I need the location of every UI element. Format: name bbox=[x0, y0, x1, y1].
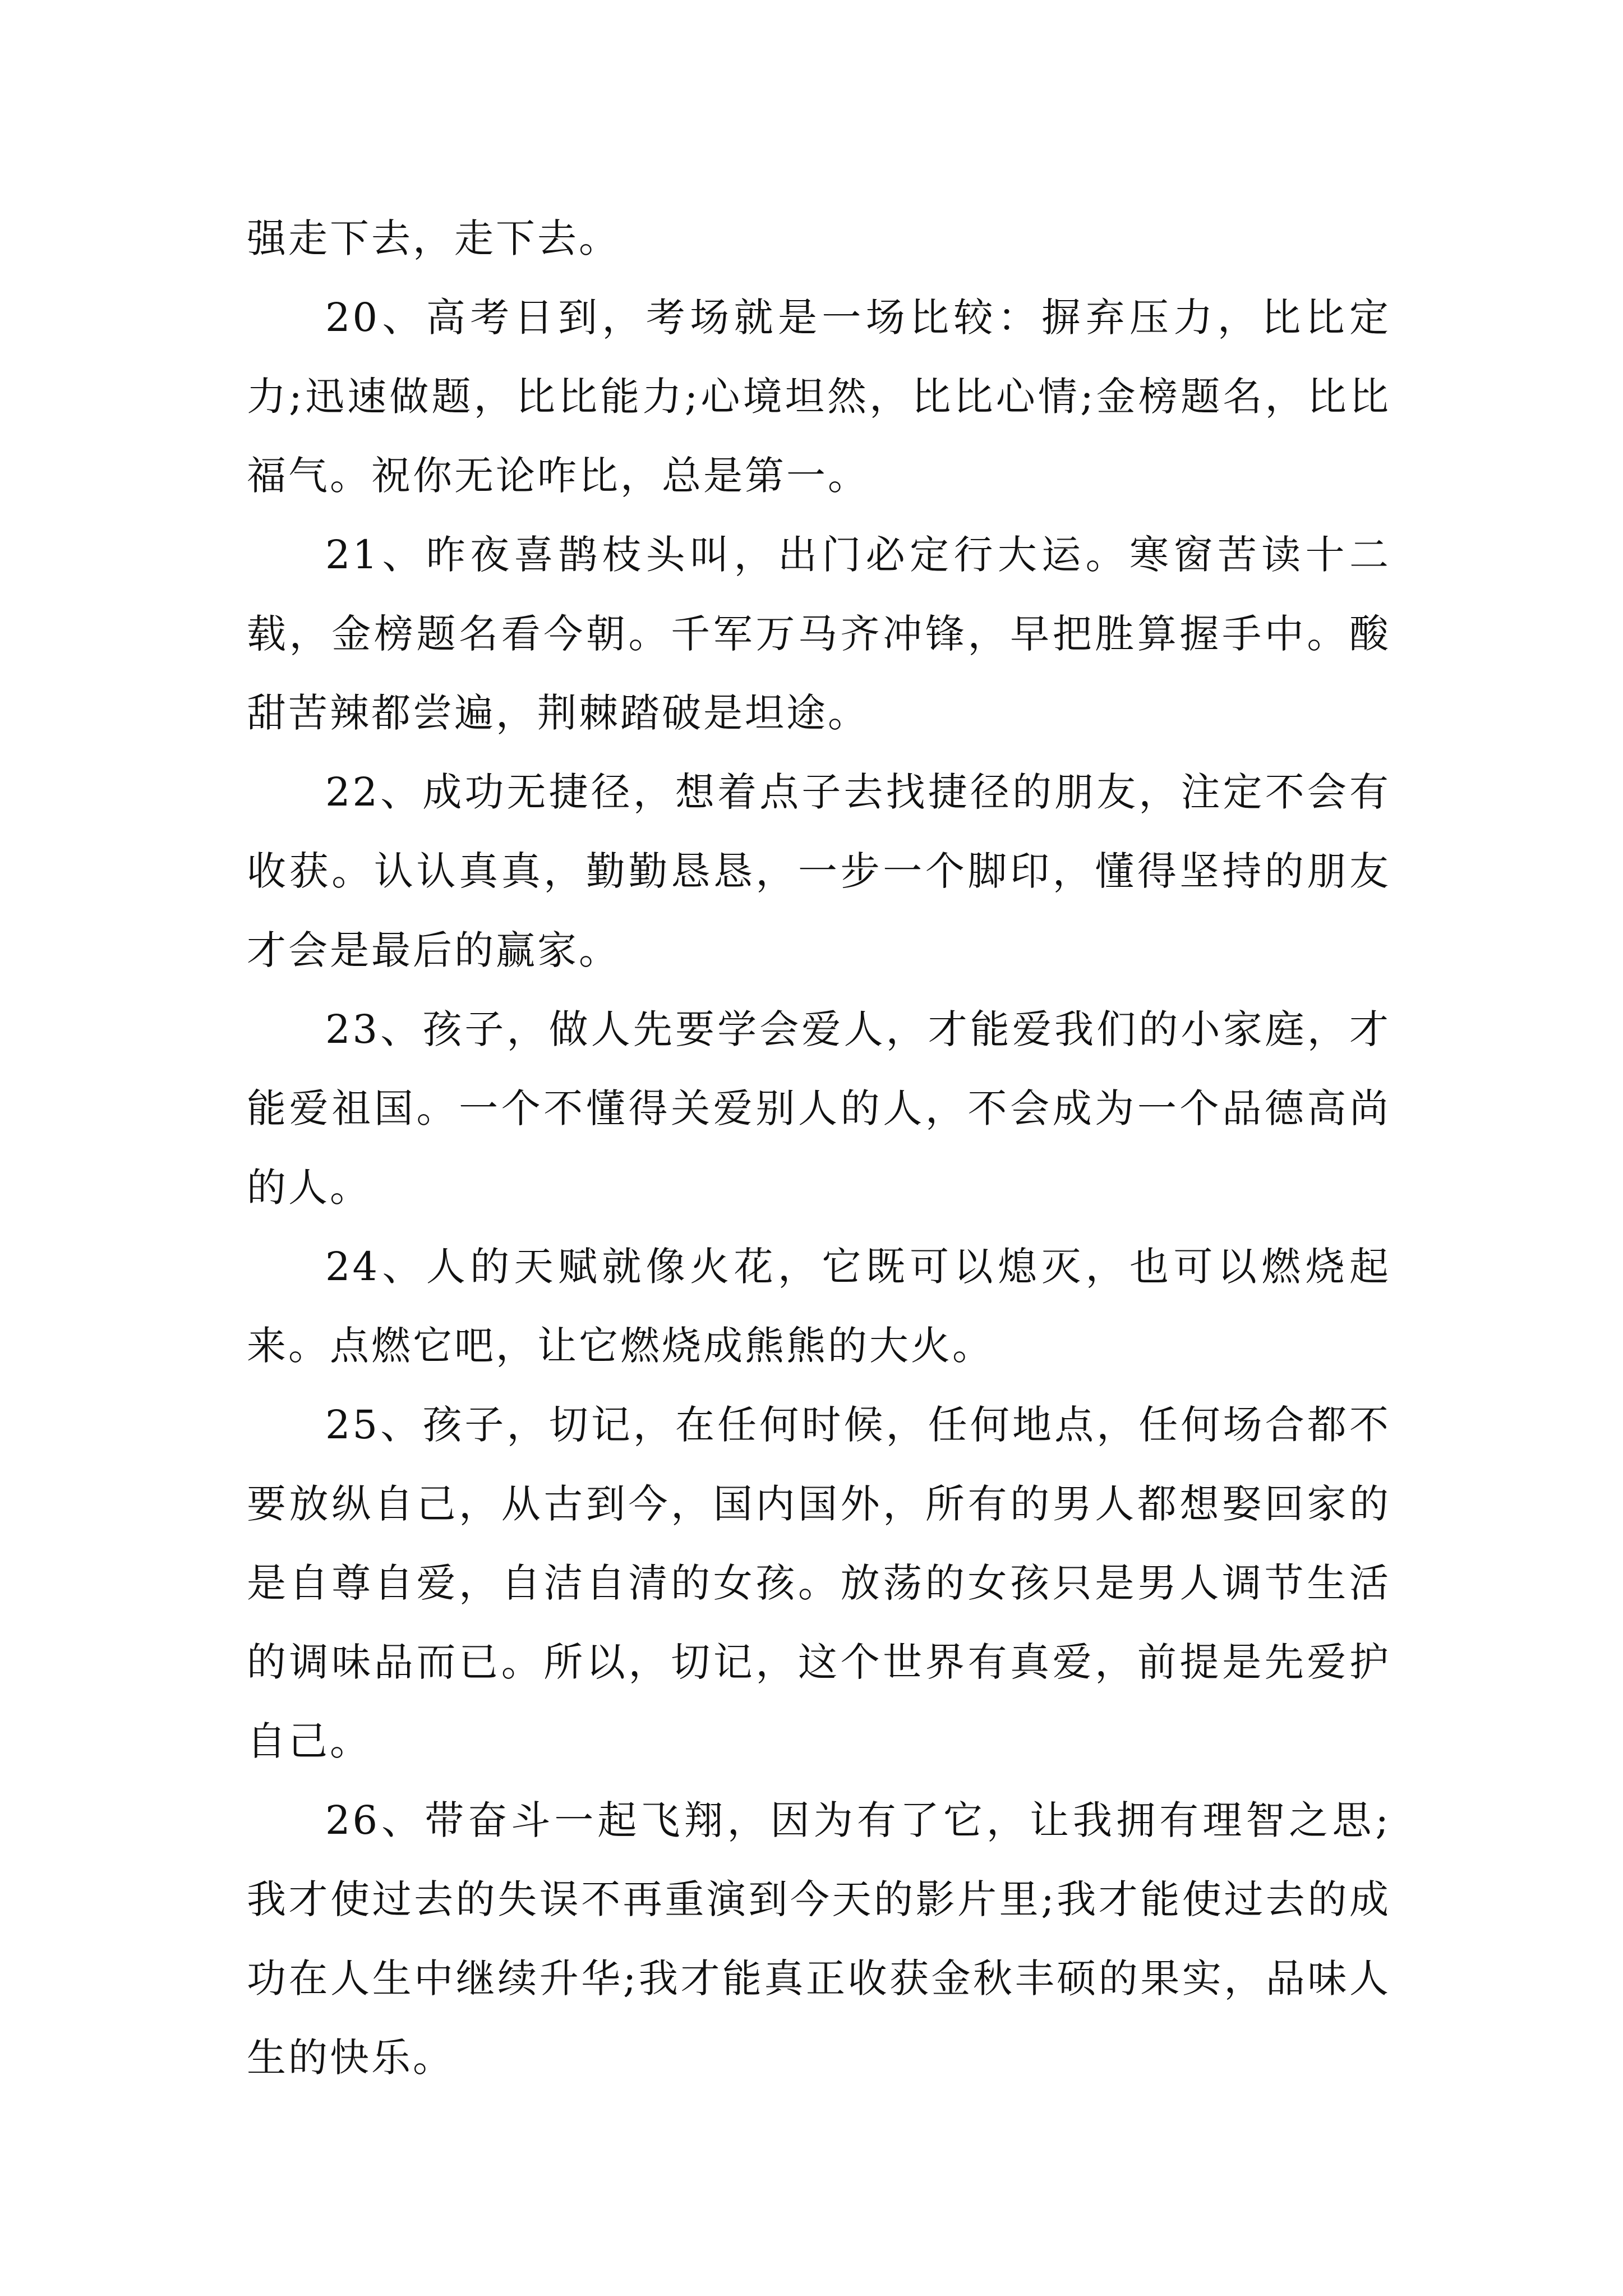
paragraph-26: 26、带奋斗一起飞翔，因为有了它，让我拥有理智之思;我才使过去的失误不再重演到今天的影片里;我才能使过去的成功在人生中继续升华;我才能真正收获金秋丰硕的果实，品味人生的快乐。 bbox=[247, 1797, 1391, 2081]
paragraph-continuation: 强走下去，走下去。 bbox=[247, 215, 620, 261]
paragraph-22: 22、成功无捷径，想着点子去找捷径的朋友，注定不会有收获。认认真真，勤勤恳恳，一步一个脚印，懂得坚持的朋友才会是最后的赢家。 bbox=[247, 769, 1391, 973]
paragraph-20: 20、高考日到，考场就是一场比较：摒弃压力，比比定力;迅速做题，比比能力;心境坦然，比比心情;金榜题名，比比福气。祝你无论咋比，总是第一。 bbox=[247, 295, 1391, 499]
paragraph-24: 24、人的天赋就像火花，它既可以熄灭，也可以燃烧起来。点燃它吧，让它燃烧成熊熊的大火。 bbox=[247, 1244, 1391, 1369]
document-body bbox=[247, 199, 1391, 2097]
paragraph-23: 23、孩子，做人先要学会爱人，才能爱我们的小家庭，才能爱祖国。一个不懂得关爱别人的人，不会成为一个品德高尚的人。 bbox=[247, 1006, 1391, 1211]
paragraph-21: 21、昨夜喜鹊枝头叫，出门必定行大运。寒窗苦读十二载，金榜题名看今朝。千军万马齐冲锋，早把胜算握手中。酸甜苦辣都尝遍，荆棘踏破是坦途。 bbox=[247, 532, 1391, 736]
paragraph-25: 25、孩子，切记，在任何时候，任何地点，任何场合都不要放纵自己，从古到今，国内国外，所有的男人都想娶回家的是自尊自爱，自洁自清的女孩。放荡的女孩只是男人调节生活的调味品而已。所以，切记，这个世界有真爱，前提是先爱护自己。 bbox=[247, 1402, 1391, 1764]
